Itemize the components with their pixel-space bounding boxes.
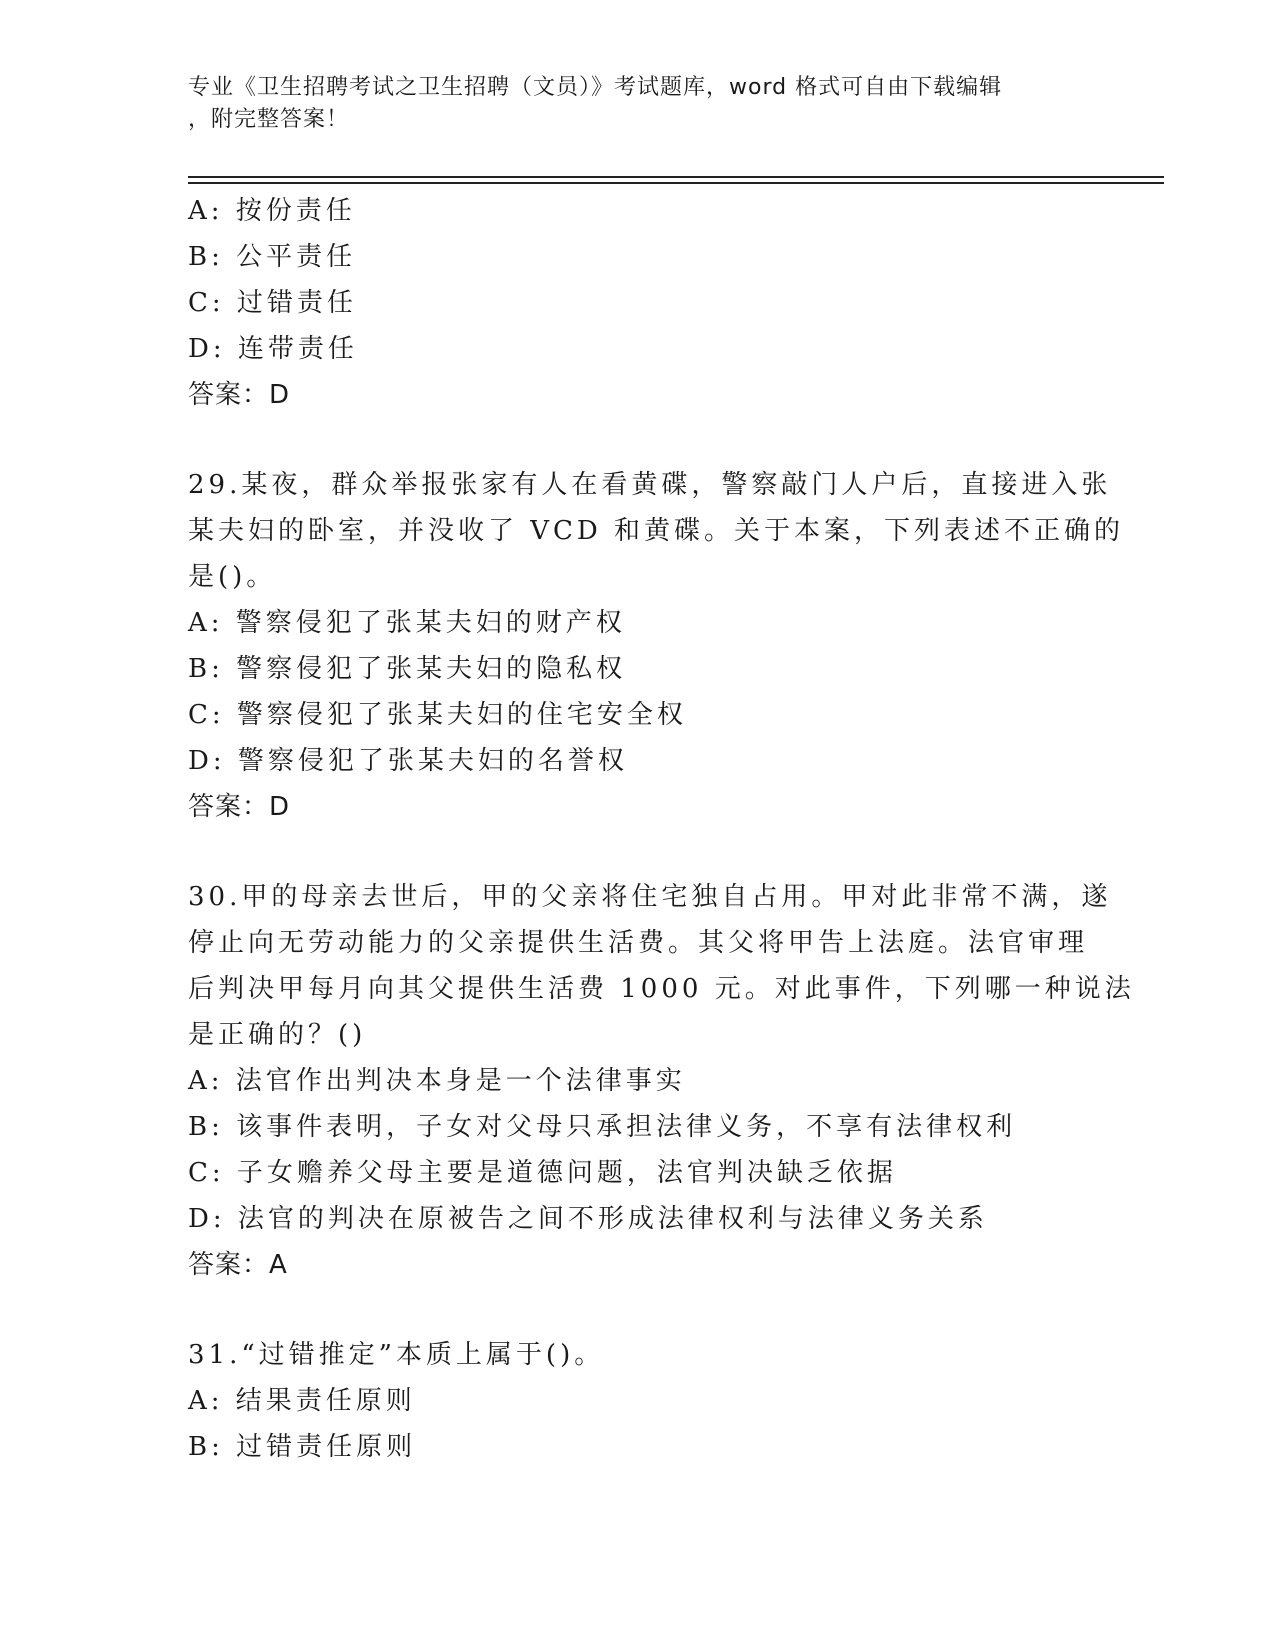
question-stem-line: 30.甲的母亲去世后，甲的父亲将住宅独自占用。甲对此非常不满，遂 <box>188 882 1112 912</box>
question-stem-line: 某夫妇的卧室，并没收了 VCD 和黄碟。关于本案，下列表述不正确的 <box>188 516 1125 546</box>
answer: 答案：A <box>188 1250 288 1280</box>
header-divider-bottom <box>188 182 1164 184</box>
option-b: B: 公平责任 <box>188 242 357 272</box>
header-divider-top <box>188 176 1164 178</box>
option-d: D: 连带责任 <box>188 334 358 364</box>
answer: 答案：D <box>188 792 291 822</box>
answer: 答案：D <box>188 380 291 410</box>
option-a: A: 按份责任 <box>188 196 356 226</box>
option-c: C: 警察侵犯了张某夫妇的住宅安全权 <box>188 700 687 730</box>
document-header <box>188 72 1078 136</box>
option-a: A: 结果责任原则 <box>188 1386 416 1416</box>
option-c: C: 子女赡养父母主要是道德问题，法官判决缺乏依据 <box>188 1158 897 1188</box>
option-c: C: 过错责任 <box>188 288 357 318</box>
question-30 <box>188 874 1135 1288</box>
header-line-1: 专业《卫生招聘考试之卫生招聘（文员）》考试题库，word 格式可自由下载编辑 <box>188 75 1003 100</box>
question-stem-line: 29.某夜，群众举报张家有人在看黄碟，警察敲门人户后，直接进入张 <box>188 470 1112 500</box>
option-b: B: 警察侵犯了张某夫妇的隐私权 <box>188 654 627 684</box>
question-stem-line: 后判决甲每月向其父提供生活费 1000 元。对此事件，下列哪一种说法 <box>188 974 1135 1004</box>
question-29 <box>188 462 1125 830</box>
question-stem-line: 是()。 <box>188 562 277 592</box>
header-line-2: ，附完整答案！ <box>188 107 350 132</box>
option-d: D: 警察侵犯了张某夫妇的名誉权 <box>188 746 628 776</box>
question-stem-line: 是正确的？() <box>188 1020 367 1050</box>
option-b: B: 该事件表明，子女对父母只承担法律义务，不享有法律权利 <box>188 1112 1017 1142</box>
option-a: A: 警察侵犯了张某夫妇的财产权 <box>188 608 626 638</box>
option-a: A: 法官作出判决本身是一个法律事实 <box>188 1066 686 1096</box>
option-b: B: 过错责任原则 <box>188 1432 417 1462</box>
question-list <box>188 188 1135 1470</box>
question-stem-line: 停止向无劳动能力的父亲提供生活费。其父将甲告上法庭。法官审理 <box>188 928 1089 958</box>
question-31 <box>188 1332 1088 1470</box>
option-d: D: 法官的判决在原被告之间不形成法律权利与法律义务关系 <box>188 1204 988 1234</box>
question-28 <box>188 188 1088 418</box>
question-stem-line: 31.“过错推定”本质上属于()。 <box>188 1340 605 1370</box>
